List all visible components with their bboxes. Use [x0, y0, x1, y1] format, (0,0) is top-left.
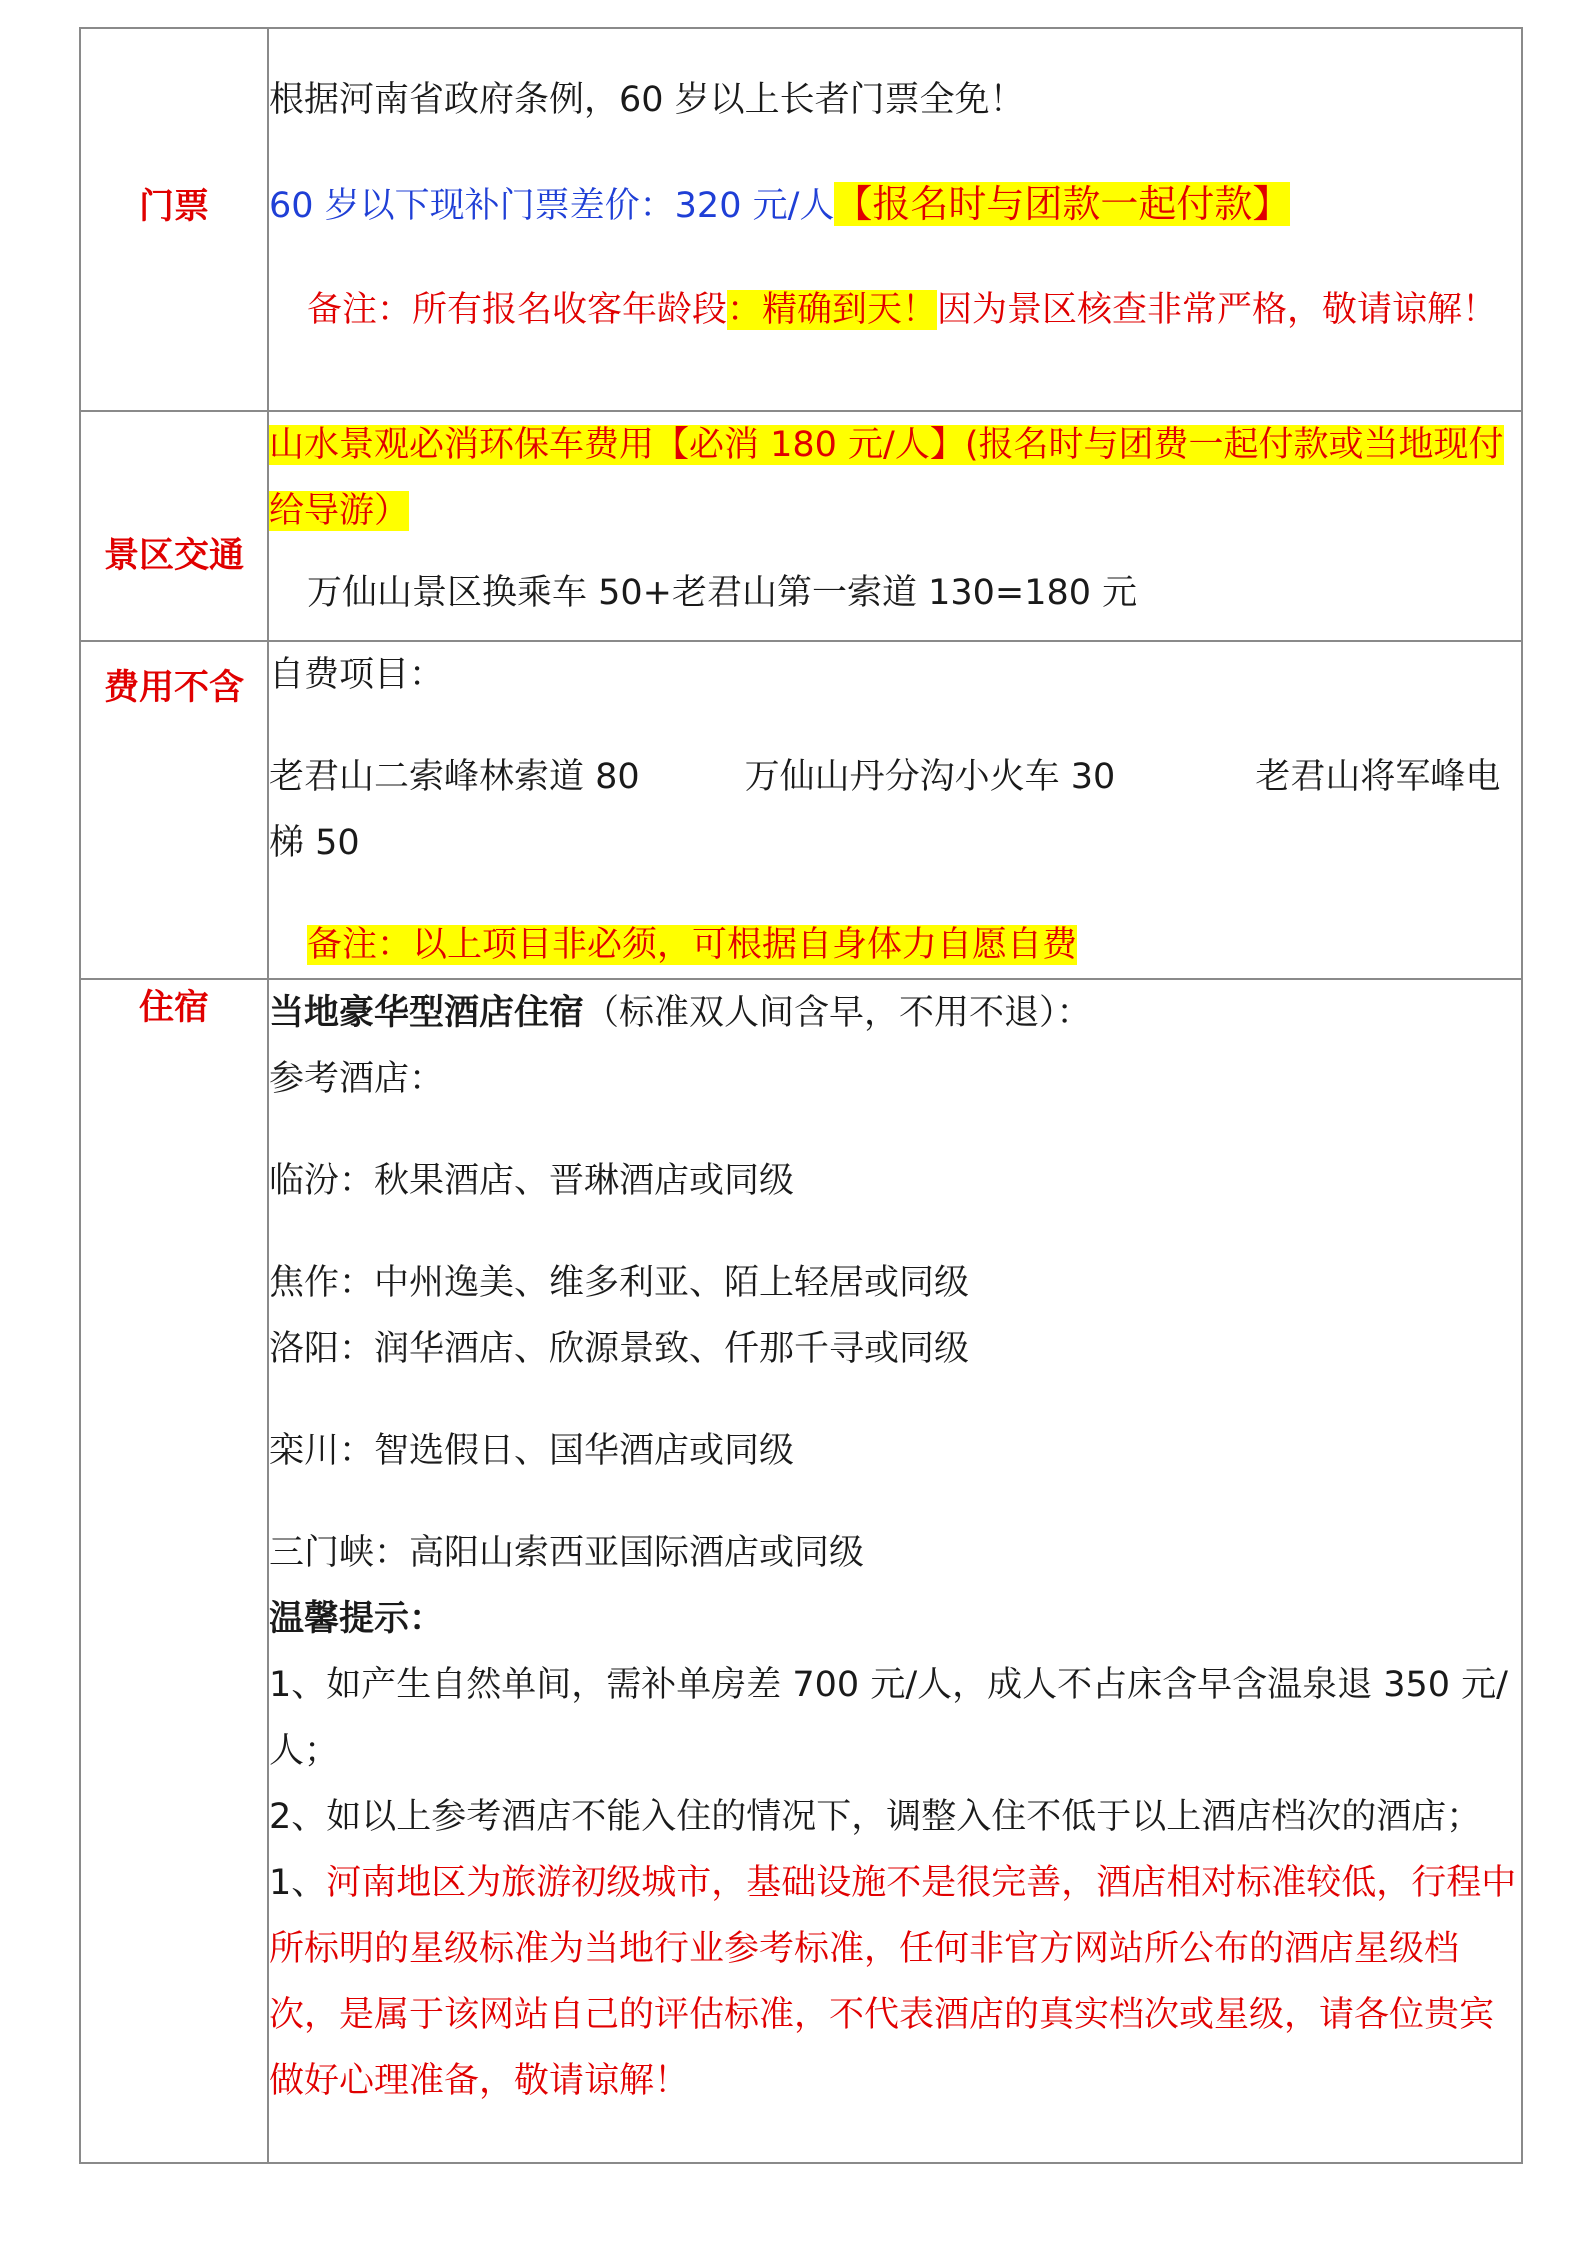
excluded-label: 费用不含	[80, 641, 268, 979]
transit-label: 景区交通	[80, 411, 268, 641]
transit-row	[80, 411, 1522, 641]
stay-sanmenxia: 三门峡：高阳山索西亚国际酒店或同级	[269, 1533, 865, 1573]
excluded-remark-highlight: 备注：以上项目非必须，可根据自身体力自愿自费	[307, 925, 1078, 965]
stay-tip-3	[269, 1850, 1521, 2114]
ticket-row	[80, 28, 1522, 411]
transit-fee-highlight: 山水景观必消环保车费用【必消 180 元/人】(报名时与团费一起付款或当地现付给导游）	[269, 425, 1504, 531]
stay-tips-title: 温馨提示：	[269, 1599, 445, 1639]
stay-tip-2: 2、如以上参考酒店不能入住的情况下，调整入住不低于以上酒店档次的酒店；	[269, 1797, 1482, 1837]
stay-tip-3-text: 河南地区为旅游初级城市，基础设施不是很完善，酒店相对标准较低，行程中所标明的星级标准为当地行业参考标准，任何非官方网站所公布的酒店星级档次，是属于该网站自己的评估标准，不代表酒店的真实档次或星级，请各位贵宾做好心理准备，敬请谅解！	[269, 1863, 1517, 2101]
excluded-content	[268, 641, 1522, 979]
excluded-remark	[269, 912, 1521, 978]
stay-jiaozuo: 焦作：中州逸美、维多利亚、陌上轻居或同级	[269, 1263, 970, 1303]
stay-luoyang: 洛阳：润华酒店、欣源景致、仟那千寻或同级	[269, 1329, 970, 1369]
ticket-payment-note: 【报名时与团款一起付款】	[834, 182, 1291, 226]
excluded-row	[80, 641, 1522, 979]
ticket-surcharge	[269, 171, 1521, 239]
ticket-label: 门票	[80, 28, 268, 411]
itinerary-table	[79, 27, 1523, 2164]
excluded-items: 老君山二索峰林索道 80 万仙山丹分沟小火车 30 老君山将军峰电梯 50	[269, 757, 1501, 863]
stay-row	[80, 979, 1522, 2163]
ticket-free-policy: 根据河南省政府条例，60 岁以上长者门票全免！	[269, 80, 1025, 120]
stay-title-bold: 当地豪华型酒店住宿	[269, 993, 585, 1033]
ticket-remark-pre: 备注：所有报名收客年龄段	[307, 290, 728, 330]
ticket-remark-post: 因为景区核查非常严格，敬请谅解！	[937, 290, 1498, 330]
ticket-remark-highlight: ：精确到天！	[727, 290, 938, 330]
stay-content	[268, 979, 1522, 2163]
excluded-heading: 自费项目：	[269, 655, 445, 695]
stay-title	[269, 980, 1521, 1046]
stay-luanchuan: 栾川：智选假日、国华酒店或同级	[269, 1431, 795, 1471]
stay-tip-3-num: 1、	[269, 1863, 327, 1903]
stay-ref: 参考酒店：	[269, 1059, 445, 1099]
stay-linfen: 临汾：秋果酒店、晋琳酒店或同级	[269, 1161, 795, 1201]
ticket-content	[268, 28, 1522, 411]
stay-tip-1: 1、如产生自然单间，需补单房差 700 元/人，成人不占床含早含温泉退 350 元/人；	[269, 1665, 1508, 1771]
stay-label: 住宿	[80, 979, 268, 2163]
transit-detail: 万仙山景区换乘车 50+老君山第一索道 130=180 元	[307, 573, 1138, 613]
transit-fee-note	[269, 412, 1521, 544]
ticket-surcharge-text: 60 岁以下现补门票差价：320 元/人	[269, 186, 835, 226]
transit-content	[268, 411, 1522, 641]
stay-title-rest: （标准双人间含早，不用不退）：	[584, 993, 1092, 1033]
ticket-remark	[269, 277, 1521, 343]
